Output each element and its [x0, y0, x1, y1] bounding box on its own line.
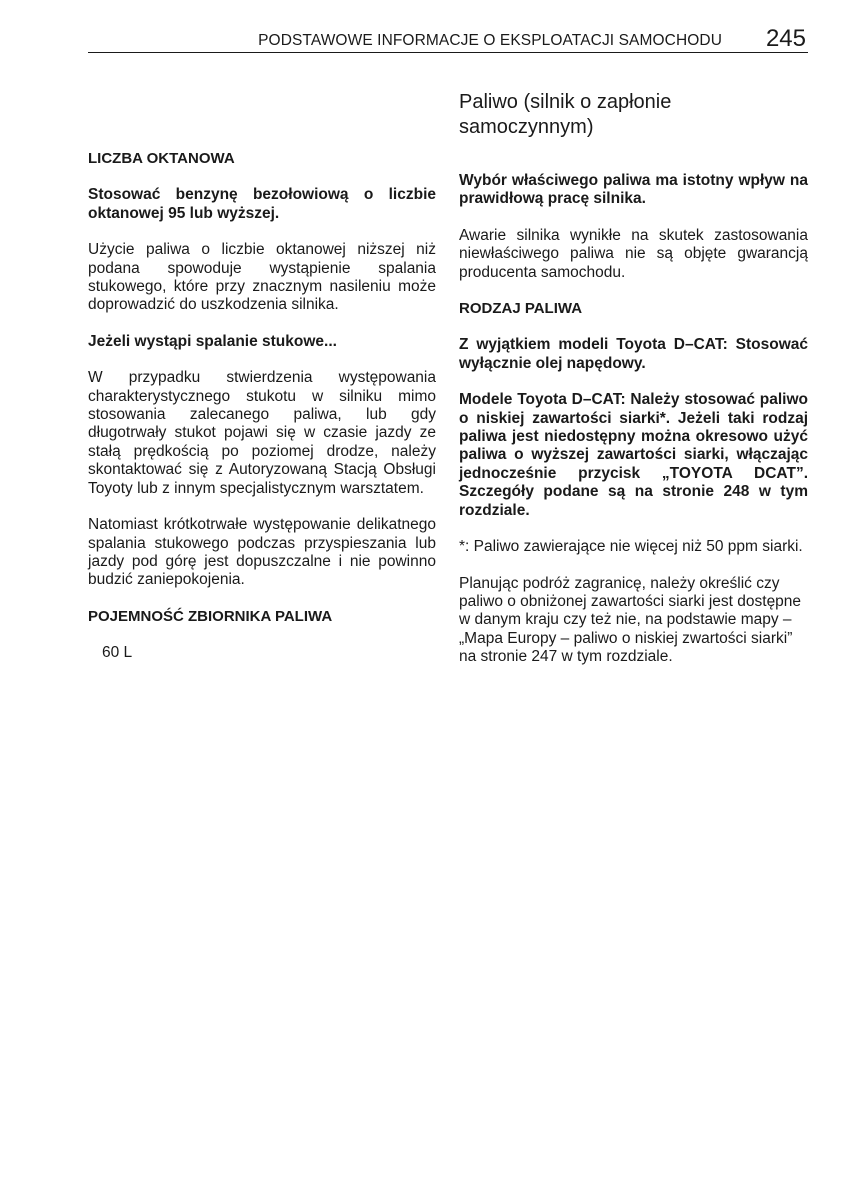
left-column: [88, 150, 436, 663]
fuel-rule-1: Z wyjątkiem modeli Toyota D–CAT: Stosować wyłącznie olej napędowy.: [459, 336, 808, 372]
page-number: 245: [765, 25, 806, 52]
page-header: [88, 24, 808, 52]
footnote: *: Paliwo zawierające nie więcej niż 50 ppm siarki.: [459, 538, 803, 556]
knock-heading: Jeżeli wystąpi spalanie stukowe...: [88, 332, 337, 350]
header-rule: [88, 52, 808, 53]
fuel-rule-2: Modele Toyota D–CAT: Należy stosować paliwo o niskiej zawartości siarki*. Jeżeli taki rodzaj paliwa jest niedostępny można okresowo użyć paliwa o wyższej zawartości siarki, włączając jednocześnie przycisk „TOYOTA DCAT”. Szczegóły podane są na stronie 248 w tym rozdziale.: [459, 391, 808, 519]
knock-paragraph-1: W przypadku stwierdzenia występowania charakterystycznego stukotu w silniku mimo stosowania zalecanego paliwa, lub gdy długotrwały stukot pojawi się w czasie jazdy ze stałą prędkością po poziomej drodze, należy skontaktować się z Autoryzowaną Stacją Obsługi Toyoty lub z innym specjalistycznym warsztatem.: [88, 369, 436, 497]
octane-recommendation: Stosować benzynę bezołowiową o liczbie oktanowej 95 lub wyższej.: [88, 186, 436, 222]
intro-bold: Wybór właściwego paliwa ma istotny wpływ na prawidłową pracę silnika.: [459, 172, 808, 208]
fuel-type-heading: RODZAJ PALIWA: [459, 300, 583, 318]
tank-value: 60 L: [102, 644, 133, 662]
octane-paragraph: Użycie paliwa o liczbie oktanowej niższej niż podana spowoduje wystąpienie spalania stukowego, które przy znacznym nasileniu może doprowadzić do uszkodzenia silnika.: [88, 241, 436, 314]
tank-heading: POJEMNOŚĆ ZBIORNIKA PALIWA: [88, 607, 333, 625]
right-column: [459, 90, 808, 667]
octane-heading: LICZBA OKTANOWA: [88, 150, 235, 167]
knock-paragraph-2: Natomiast krótkotrwałe występowanie delikatnego spalania stukowego podczas przyspieszania lub jazdy pod górę jest dopuszczalne i nie powinno budzić zaniepokojenia.: [88, 516, 436, 589]
travel-paragraph: Planując podróż zagranicę, należy określić czy paliwo o obniżonej zawartości siarki jest dostępne w danym kraju czy też nie, na podstawie mapy – „Mapa Europy – paliwo o niskiej zwartości siarki” na stronie 247 w tym rozdziale.: [459, 574, 802, 666]
header-title: PODSTAWOWE INFORMACJE O EKSPLOATACJI SAMOCHODU: [258, 32, 722, 49]
section-title: Paliwo (silnik o zapłonie samoczynnym): [459, 91, 672, 138]
intro-paragraph: Awarie silnika wynikłe na skutek zastosowania niewłaściwego paliwa nie są objęte gwarancją producenta samochodu.: [459, 226, 808, 281]
